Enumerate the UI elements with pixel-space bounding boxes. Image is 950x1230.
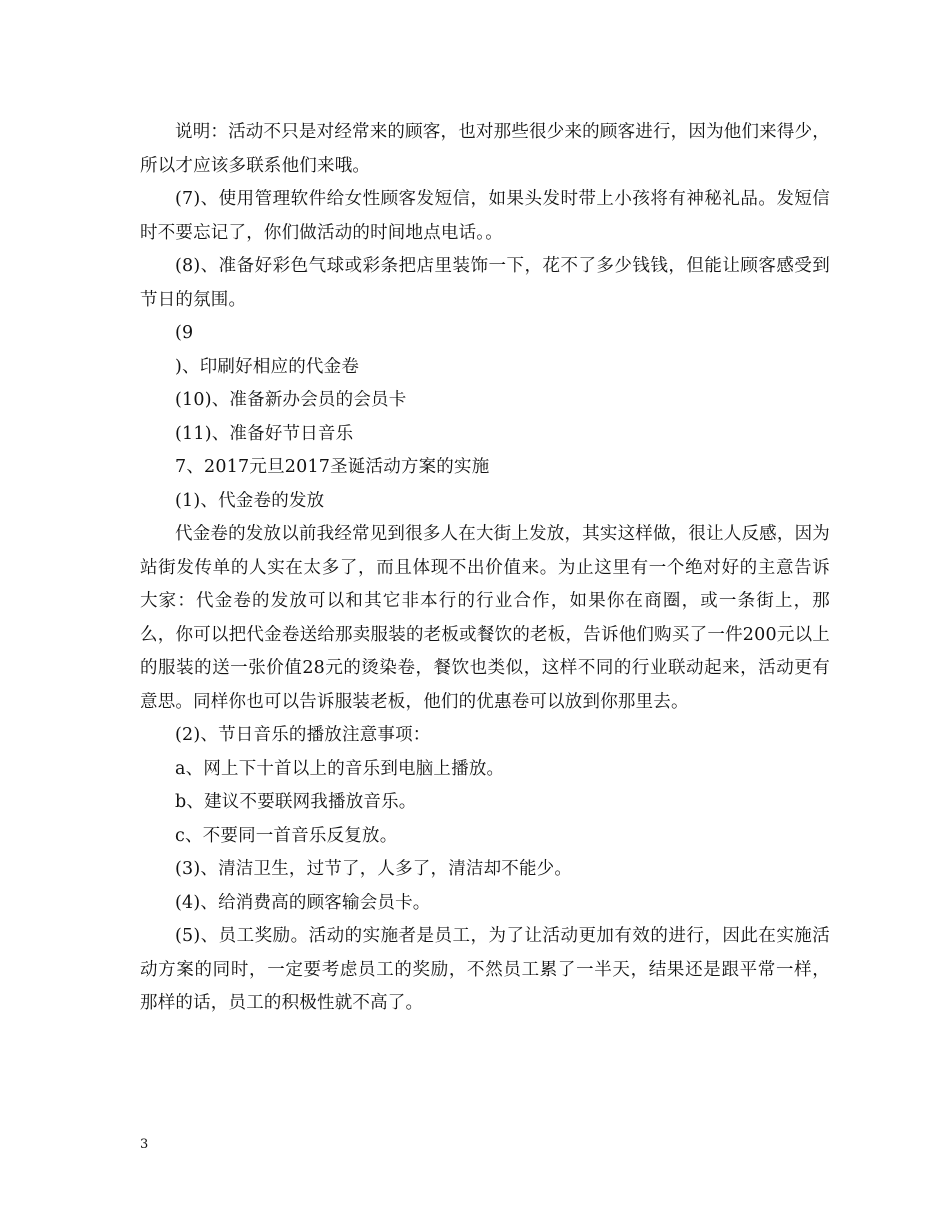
- list-item-music-c: c、不要同一首音乐反复放。: [175, 825, 398, 846]
- paragraph-item-9-part2: )、印刷好相应的代金卷: [175, 356, 360, 377]
- document-body: [140, 116, 830, 1021]
- paragraph-member-card: (4)、给消费高的顾客输会员卡。: [175, 892, 431, 913]
- page-number: 3: [140, 1137, 149, 1152]
- paragraph-item-7: (7)、使用管理软件给女性顾客发短信，如果头发时带上小孩将有神秘礼品。发短信时不要忘记了，你们做活动的时间地点电话。。: [140, 189, 830, 243]
- paragraph-staff-reward: (5)、员工奖励。活动的实施者是员工，为了让活动更加有效的进行，因此在实施活动方案的同时，一定要考虑员工的奖励，不然员工累了一半天，结果还是跟平常一样，那样的话，员工的积极性就不高了。: [140, 926, 830, 1013]
- paragraph-item-10: (10)、准备新办会员的会员卡: [175, 390, 407, 410]
- paragraph-item-9-part1: (9: [175, 323, 194, 343]
- section-heading-7: 7、2017元旦2017圣诞活动方案的实施: [175, 457, 490, 477]
- paragraph-cleaning: (3)、清洁卫生，过节了，人多了，清洁却不能少。: [175, 859, 573, 879]
- list-item-music-b: b、建议不要联网我播放音乐。: [175, 792, 417, 812]
- list-item-music-a: a、网上下十首以上的音乐到电脑上播放。: [175, 758, 505, 779]
- paragraph-voucher-details: 代金卷的发放以前我经常见到很多人在大街上发放，其实这样做，很让人反感，因为站街发传单的人实在太多了，而且体现不出价值来。为止这里有一个绝对好的主意告诉大家：代金卷的发放可以和其它非本行的行业合作，如果你在商圈，或一条街上，那么，你可以把代金卷送给那卖服装的老板或餐饮的老板，告诉他们购买了一件200元以上的服装的送一张价值28元的烫染卷，餐饮也类似，这样不同的行业联动起来，活动更有意思。同样你也可以告诉服装老板，他们的优惠卷可以放到你那里去。: [140, 524, 830, 712]
- paragraph-note: 说明：活动不只是对经常来的顾客，也对那些很少来的顾客进行，因为他们来得少，所以才应该多联系他们来哦。: [140, 122, 830, 176]
- subheading-voucher: (1)、代金卷的发放: [175, 490, 325, 511]
- paragraph-item-8: (8)、准备好彩色气球或彩条把店里装饰一下，花不了多少钱钱，但能让顾客感受到节日的氛围。: [140, 256, 830, 310]
- subheading-music: (2)、节日音乐的播放注意事项：: [175, 725, 431, 745]
- paragraph-item-11: (11)、准备好节日音乐: [175, 423, 354, 444]
